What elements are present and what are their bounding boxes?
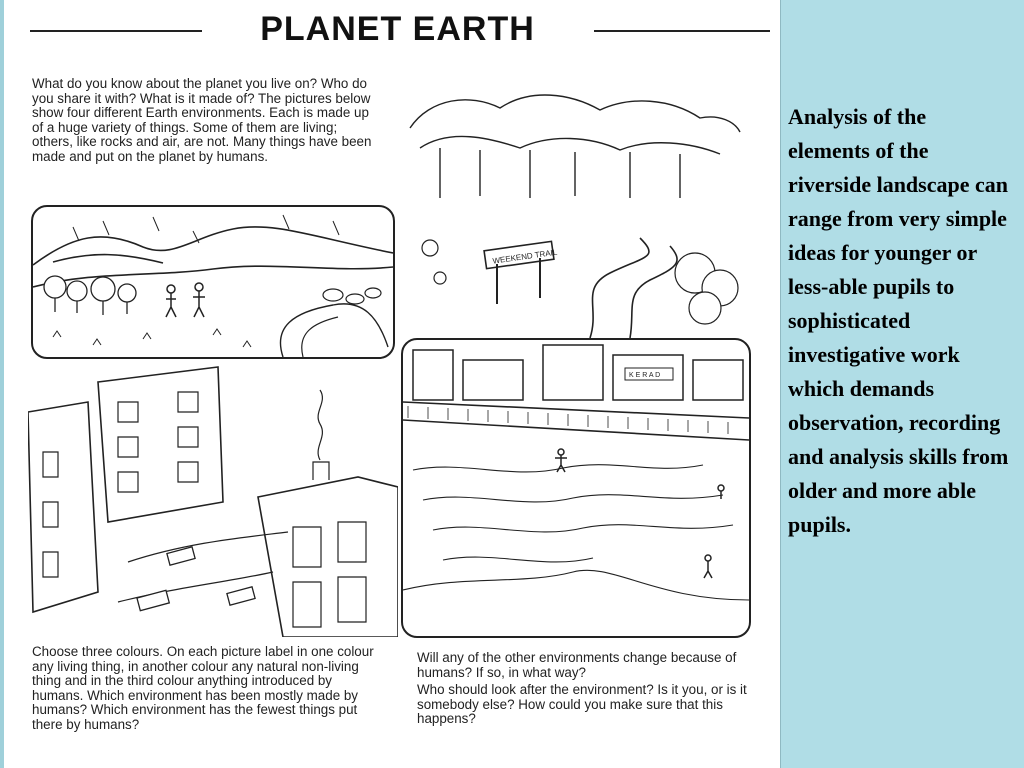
walkers	[166, 283, 205, 317]
trail-sign	[484, 241, 558, 304]
building-middle	[98, 367, 223, 522]
building-left	[28, 402, 98, 612]
building-right	[258, 477, 398, 637]
river-water	[403, 465, 749, 600]
mountain-ridge	[33, 227, 393, 265]
riverside-buildings	[413, 345, 743, 400]
shop-sign: K E R A D	[629, 372, 661, 379]
sheep	[323, 288, 381, 304]
woodland-drawing	[400, 88, 745, 338]
trees	[44, 276, 136, 315]
tree-canopy	[410, 95, 740, 198]
riverside-figures	[555, 449, 724, 578]
trail-sign-text: WEEKEND TRAIL	[491, 247, 558, 266]
smoke	[318, 390, 322, 460]
countryside-drawing	[33, 207, 393, 357]
bottom-right-text-1: Will any of the other environments change because of humans? If so, in what way?	[417, 650, 737, 680]
title-rule-left	[30, 30, 202, 32]
chimney	[313, 462, 329, 480]
worksheet-title: PLANET EARTH	[260, 10, 535, 48]
river-wall-base	[403, 420, 749, 440]
woodland-trail-scene	[400, 88, 745, 338]
river-wall-top	[403, 402, 749, 418]
riverside-drawing	[403, 340, 749, 636]
riverside-panel	[401, 338, 751, 638]
city-scene	[28, 362, 398, 637]
hill-line	[33, 266, 393, 287]
city-drawing	[28, 362, 398, 637]
intro-text: What do you know about the planet you live on? Who do you share it with? What is it made of? The pictures below show four different Earth environments. Each is made up of a huge variety of things. Some of them are living; others, like rocks and air, are not. Many things have been made and put on the planet by humans.	[32, 76, 372, 164]
trail-path	[590, 238, 677, 338]
left-border	[0, 0, 4, 768]
bottom-right-text-2: Who should look after the environment? Is it you, or is it somebody else? How could you make sure that this happens?	[417, 682, 747, 727]
title-rule-right	[594, 30, 770, 32]
side-note: Analysis of the elements of the riverside landscape can range from very simple ideas for younger or less-able pupils to sophisticated investigative work which demands observation, recording and analysis skills from older and more able pupils.	[788, 104, 1009, 537]
countryside-panel	[31, 205, 395, 359]
bushes	[422, 240, 738, 324]
bottom-left-text: Choose three colours. On each picture label in one colour any living thing, in another colour any natural non-living thing and in the third colour anything introduced by humans. Which environment has been mostly made by humans? Which environment has the fewest things put there by humans?	[32, 644, 374, 732]
